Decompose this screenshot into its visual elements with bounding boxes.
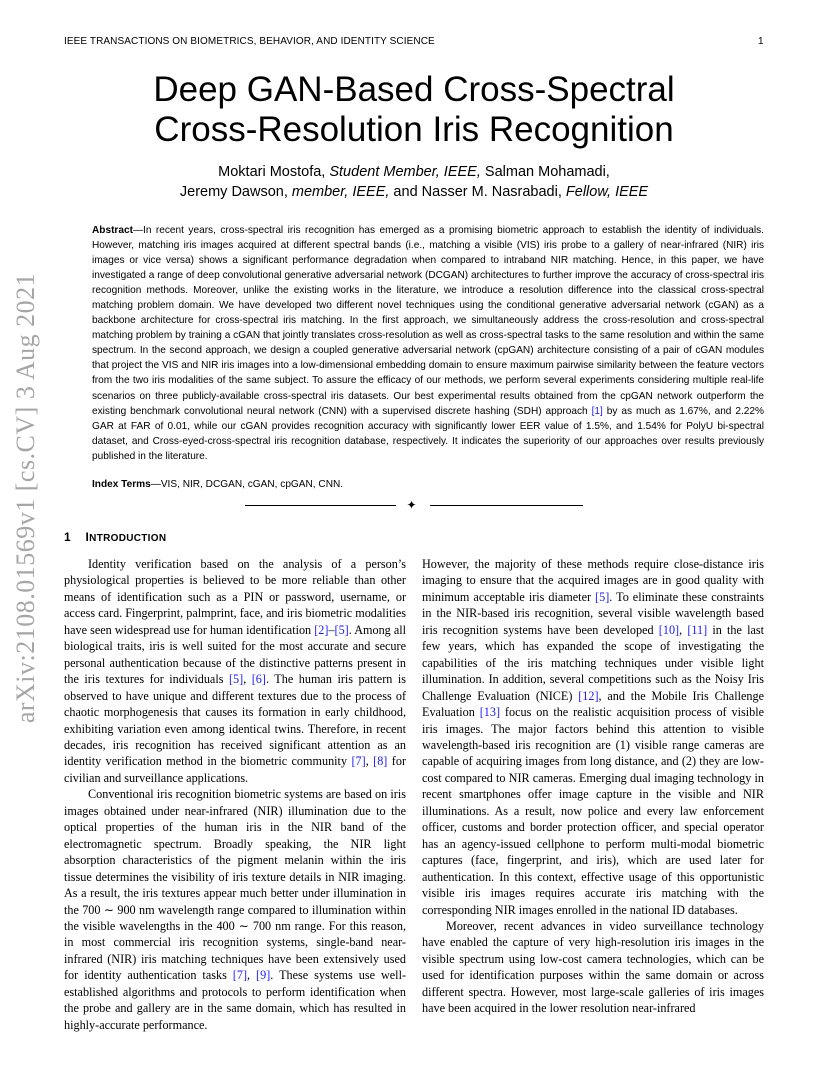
paragraph: Moreover, recent advances in video surveillance technology have enabled the capture of very high-resolution iris images in the visible spectrum using low-cost camera technologies, which can be used for identification purposes within the same domain or across different spectra. However, most large-scale galleries of iris images have been acquired in the lower resolution near-infrared bbox=[422, 918, 764, 1016]
paragraph-text: . Among all biological traits, iris is well suited for the most accurate and secure personal authentication because of the distinctive patterns present in the iris textures for individuals bbox=[64, 622, 406, 687]
paragraph bbox=[64, 556, 406, 786]
right-column bbox=[422, 556, 764, 1017]
paragraph-text: , bbox=[679, 622, 688, 637]
paragraph-text: Conventional iris recognition biometric systems are based on iris images obtained under near-infrared (NIR) illumination due to the optical properties of the human iris in the NIR band of the electromagnetic spectrum. Broadly speaking, the NIR light absorption characteristics of the pigment melanin within the iris tissue determines the visibility of iris texture details in NIR imaging. As a result, the iris textures appear much better under illumination in the 700 ∼ 900 nm wavelength range compared to illumination within the visible wavelengths in the 400 ∼ 700 nm range. For this reason, in most commercial iris recognition systems, single-band near-infrared (NIR) iris matching techniques have been extensively used for identity authentication tasks bbox=[64, 787, 406, 983]
paragraph-text: However, the majority of these methods require close-distance iris imaging to ensure that the acquired images are in good quality with minimum acceptable iris diameter bbox=[422, 557, 764, 604]
abstract-label: Abstract bbox=[92, 225, 133, 236]
citation-link[interactable]: [5] bbox=[595, 589, 610, 604]
citation-link[interactable]: [6] bbox=[251, 672, 266, 687]
citation-link[interactable]: [5] bbox=[334, 622, 349, 637]
section-title-rest: NTRODUCTION bbox=[89, 533, 167, 544]
author-role: member, IEEE, bbox=[291, 184, 390, 200]
abstract-text-end: by as much as 1.67%, and 2.22% GAR at FAR of 0.01, while our cGAN provides recognition accuracy with significantly lower EER value of 1.5%, and 1.54% for PolyU bi-spectral dataset, and Cross-eyed-cross-spectral iris recognition database, respectively. It indicates the superiority of our approaches over results previously published in the literature. bbox=[92, 405, 764, 462]
citation-link[interactable]: [7] bbox=[232, 968, 248, 983]
paragraph bbox=[64, 786, 406, 1033]
paragraph-text: . The human iris pattern is observed to have unique and different textures due to the process of chaotic morphogenesis that causes its formation in early childhood, exhibiting variation even among identical twins. Therefore, in recent decades, iris recognition has received significant attention as an identity verification method in the biometric community bbox=[64, 672, 407, 769]
author-name: Moktari Mostofa, bbox=[218, 164, 330, 180]
author-list bbox=[100, 162, 728, 202]
paragraph-text: , bbox=[247, 968, 257, 983]
section-heading bbox=[64, 530, 166, 544]
paper-title bbox=[100, 70, 728, 150]
author-name: Salman Mohamadi, bbox=[480, 164, 610, 180]
paragraph-text: . These systems use well-established algorithms and protocols to perform identification when the probe and gallery are in the same domain, which has resulted in highly-accurate performance. bbox=[64, 968, 407, 1032]
separator-rule-right bbox=[430, 505, 583, 506]
citation-link[interactable]: [7] bbox=[351, 754, 366, 769]
author-name: and Nasser M. Nasrabadi, bbox=[389, 184, 566, 200]
paragraph-text: in the last few years, which has expanded the scope of investigating the capabilities of the iris matching techniques under visible light illumination. In addition, several competitions such as the Noisy Iris Challenge Evaluation (NICE) bbox=[422, 622, 764, 703]
left-column bbox=[64, 556, 406, 1033]
separator-rule-left bbox=[245, 505, 396, 506]
separator-diamond-icon: ✦ bbox=[406, 498, 417, 512]
author-role: Student Member, IEEE, bbox=[329, 164, 481, 180]
paragraph-text: , and the Mobile Iris Challenge Evaluation bbox=[422, 688, 764, 720]
paragraph bbox=[422, 556, 764, 918]
section-number: 1 bbox=[64, 530, 71, 544]
journal-header: IEEE TRANSACTIONS ON BIOMETRICS, BEHAVIOR, AND IDENTITY SCIENCE bbox=[64, 36, 435, 47]
paragraph-text: – bbox=[328, 622, 335, 637]
citation-link[interactable]: [9] bbox=[256, 968, 271, 983]
index-terms-text: —VIS, NIR, DCGAN, cGAN, cpGAN, CNN. bbox=[150, 479, 344, 490]
paragraph-text: , bbox=[365, 754, 374, 769]
citation-link[interactable]: [1] bbox=[591, 405, 603, 417]
author-line-2 bbox=[100, 182, 728, 202]
citation-link[interactable]: [8] bbox=[373, 754, 388, 769]
citation-link[interactable]: [13] bbox=[479, 705, 501, 720]
index-terms-label: Index Terms bbox=[92, 479, 151, 490]
paragraph-text: , bbox=[243, 672, 252, 687]
paragraph-text: focus on the realistic acquisition process of visible iris images. The major factors behind this attention to visible wavelength-based iris recognition are (1) visible range cameras are capable of acquiring images from long distance, and (2) they are low-cost compared to NIR cameras. Emerging dual imaging technology in recent smartphones offer image capture in the visible and NIR illuminations. As a result, now police and every law enforcement officer, customs and border protection officer, and special operator has an agency-issued cellphone to perform multi-modal biometric captures (face, fingerprint, and iris), which are used later for authentication. In this context, effective usage of this opportunistic visible iris images requires accurate iris matching with the corresponding NIR images enrolled in the national ID databases. bbox=[422, 705, 764, 917]
citation-link[interactable]: [10] bbox=[658, 622, 680, 637]
paragraph-text: Identity verification based on the analysis of a person’s physiological properties is believed to be more reliable than other means of identification such as a PIN or password, username, or access card. Fingerprint, palmprint, face, and iris biometric modalities have seen widespread use for human identification bbox=[64, 557, 406, 637]
page-number: 1 bbox=[758, 36, 764, 47]
citation-link[interactable]: [11] bbox=[687, 622, 708, 637]
section-title-first: I bbox=[85, 530, 90, 544]
citation-link[interactable]: [2] bbox=[314, 622, 329, 637]
author-line-1 bbox=[100, 162, 728, 182]
index-terms bbox=[92, 479, 764, 490]
author-name: Jeremy Dawson, bbox=[179, 184, 292, 200]
abstract-text: —In recent years, cross-spectral iris recognition has emerged as a promising biometric approach to establish the identity of individuals. However, matching iris images acquired at different spectral bands (i.e., matching a visible (VIS) iris probe to a gallery of near-infrared (NIR) iris images or vice versa) shows a significant performance degradation when compared to intraband NIR matching. Hence, in this paper, we have investigated a range of deep convolutional generative adversarial network (DCGAN) architectures to further improve the accuracy of cross-spectral iris recognition methods. Moreover, unlike the existing works in the literature, we introduce a resolution difference into the classical cross-spectral matching problem domain. We have developed two different novel techniques using the conditional generative adversarial network (cGAN) as a backbone architecture for cross-spectral iris matching. In the first approach, we simultaneously address the cross-resolution and cross-spectral matching problem by training a cGAN that jointly translates cross-resolution as well as cross-spectral tasks to the same resolution and within the same spectrum. In the second approach, we design a coupled generative adversarial network (cpGAN) architecture consisting of a pair of cGAN modules that project the VIS and NIR iris images into a low-dimensional embedding domain to ensure maximum pairwise similarity between the feature vectors from the two iris modalities of the same subject. To assure the efficacy of our methods, we perform several experiments considering multiple real-life scenarios on three publicly-available cross-spectral iris datasets. Our best experimental results obtained from the cpGAN network outperform the existing benchmark convolutional neural network (CNN) with a supervised discrete hashing (SDH) approach bbox=[92, 225, 764, 417]
author-role: Fellow, IEEE bbox=[565, 184, 649, 200]
title-line-2: Cross-Resolution Iris Recognition bbox=[154, 110, 674, 149]
paragraph-text: for civilian and surveillance applications. bbox=[64, 754, 407, 785]
abstract bbox=[92, 223, 764, 464]
title-line-1: Deep GAN-Based Cross-Spectral bbox=[153, 70, 675, 109]
paragraph-text: . To eliminate these constraints in the NIR-based iris recognition, several visible wavelength based iris recognition systems have been developed bbox=[422, 589, 764, 637]
citation-link[interactable]: [12] bbox=[578, 688, 599, 703]
arxiv-stamp-text[interactable]: arXiv:2108.01569v1 [cs.CV] 3 Aug 2021 bbox=[11, 272, 40, 724]
arxiv-stamp bbox=[6, 258, 46, 738]
citation-link[interactable]: [5] bbox=[228, 672, 244, 687]
